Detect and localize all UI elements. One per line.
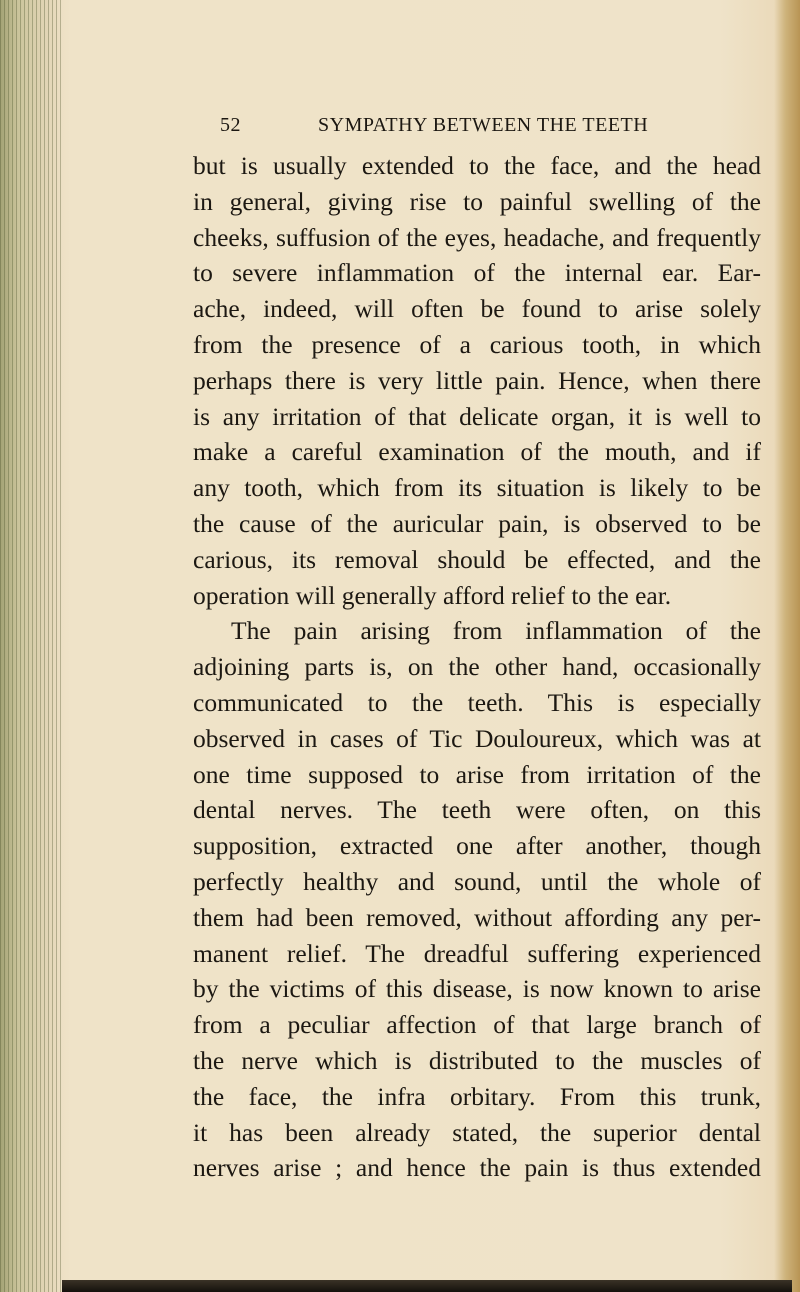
text-line: from the presence of a carious tooth, in which	[193, 329, 761, 359]
text-line: it has been already stated, the superior dental	[193, 1117, 761, 1147]
running-head: SYMPATHY BETWEEN THE TEETH	[318, 114, 649, 136]
text-line: manent relief. The dreadful suffering experienced	[193, 938, 761, 968]
text-line: but is usually extended to the face, and the head	[193, 151, 761, 180]
text-line: The pain arising from inflammation of the	[231, 616, 761, 646]
text-line: any tooth, which from its situation is likely to be	[193, 473, 761, 503]
page-bottom-edge	[62, 1280, 792, 1292]
text-line: to severe inflammation of the internal ear. Ear-	[193, 258, 761, 288]
text-line: ache, indeed, will often be found to arise solely	[193, 294, 761, 324]
text-line: supposition, extracted one after another, though	[193, 831, 761, 861]
text-line: the nerve which is distributed to the muscles of	[193, 1045, 761, 1075]
text-line: one time supposed to arise from irritation of the	[193, 759, 761, 789]
text-line: perhaps there is very little pain. Hence, when there	[193, 365, 761, 395]
text-line: in general, giving rise to painful swelling of the	[193, 186, 761, 216]
text-line: nerves arise ; and hence the pain is thus extended	[193, 1153, 761, 1183]
text-line: the face, the infra orbitary. From this trunk,	[193, 1081, 761, 1111]
page-number: 52	[220, 114, 241, 136]
text-line: is any irritation of that delicate organ, it is well to	[193, 401, 761, 431]
text-line: carious, its removal should be effected, and the	[193, 544, 761, 574]
text-line: perfectly healthy and sound, until the whole of	[193, 866, 761, 896]
text-line: by the victims of this disease, is now known to arise	[193, 974, 761, 1004]
book-binding-edge	[0, 0, 62, 1292]
text-line: make a careful examination of the mouth, and if	[193, 437, 761, 467]
text-line: them had been removed, without affording any per-	[193, 902, 761, 932]
text-line: observed in cases of Tic Douloureux, which was at	[193, 723, 761, 753]
text-line: communicated to the teeth. This is especially	[193, 687, 761, 717]
body-text	[193, 148, 761, 1186]
text-line: dental nerves. The teeth were often, on this	[193, 795, 761, 825]
page-edge-right	[774, 0, 800, 1292]
text-line: cheeks, suffusion of the eyes, headache, and frequently	[193, 222, 761, 252]
text-line: adjoining parts is, on the other hand, occasionally	[193, 652, 761, 682]
text-line: operation will generally afford relief to the ear.	[193, 580, 672, 610]
text-line: from a peculiar affection of that large branch of	[193, 1010, 761, 1040]
text-line: the cause of the auricular pain, is observed to be	[193, 508, 761, 538]
